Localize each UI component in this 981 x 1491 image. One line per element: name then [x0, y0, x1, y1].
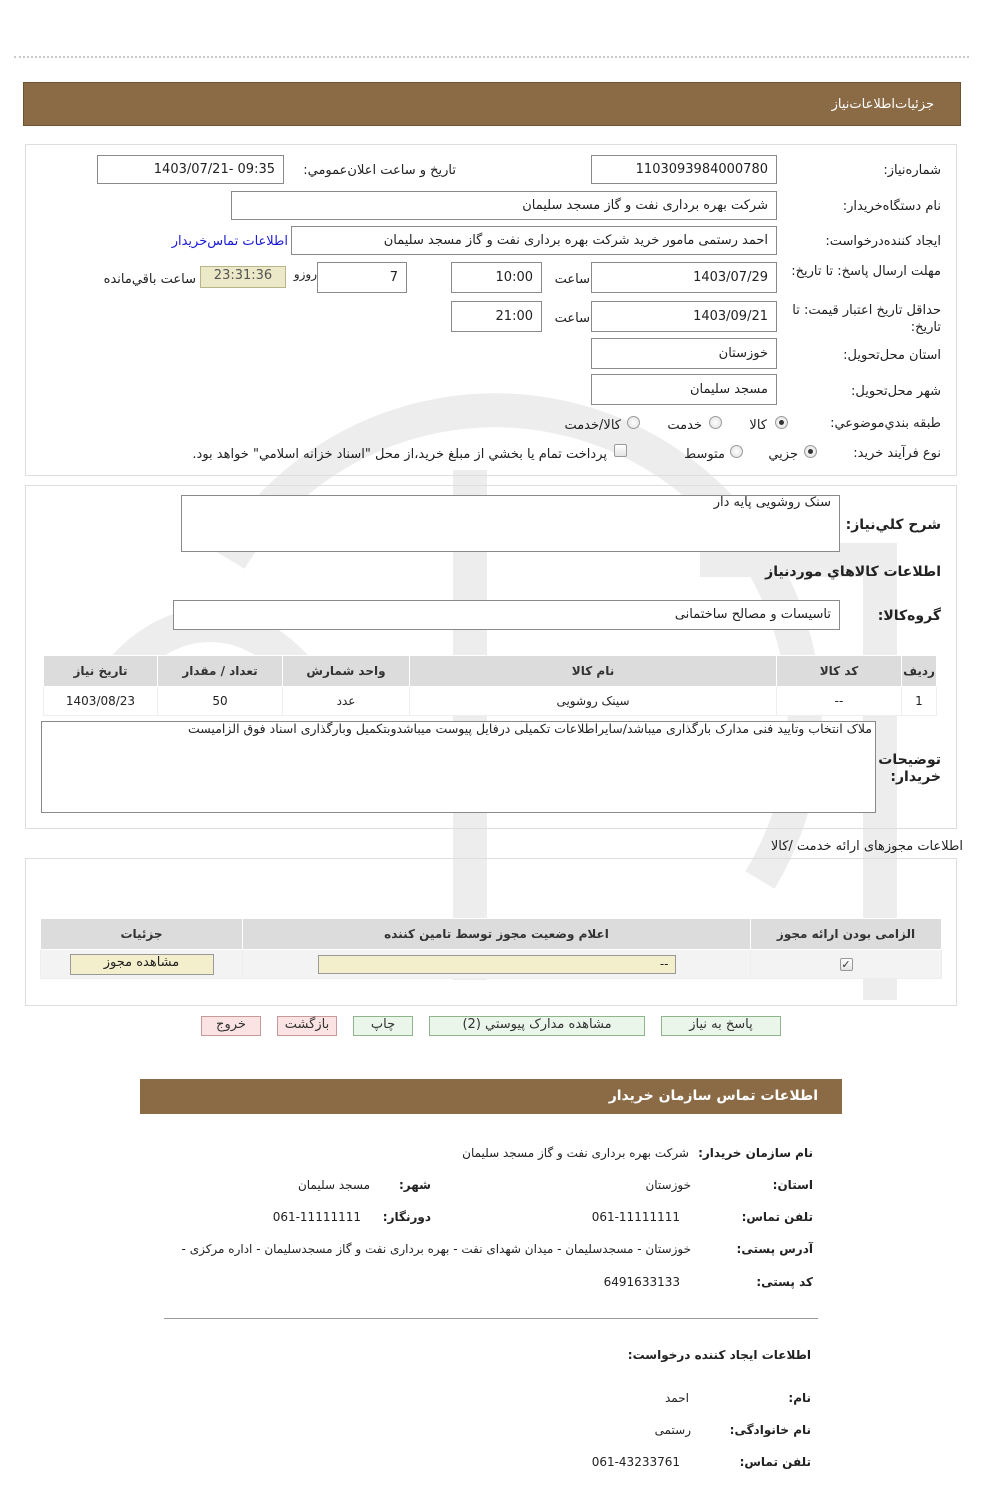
creator-info-title: اطلاعات ایجاد کننده درخواست:	[627, 1348, 811, 1362]
contact-province: خوزستان	[645, 1178, 691, 1192]
contact-org: شرکت بهره برداری نفت و گاز مسجد سلیمان	[462, 1146, 689, 1160]
province-field: خوزستان	[591, 338, 777, 369]
contact-divider	[164, 1318, 818, 1319]
creator-label: ايجاد کننده‌درخواست:	[825, 234, 941, 249]
goods-group-label: گروه‌کالا:	[877, 608, 941, 624]
contact-city: مسجد سلیمان	[297, 1178, 370, 1192]
category-radio-both[interactable]	[627, 416, 640, 429]
col-name: نام کالا	[410, 656, 777, 687]
creator-field: احمد رستمی مامور خرید شرکت بهره برداری نفت و گاز مسجد سلیمان	[291, 226, 777, 255]
validity-date-field: 1403/09/21	[591, 301, 777, 332]
col-date: تاريخ نياز	[44, 656, 158, 687]
buyer-org-field: شرکت بهره برداری نفت و گاز مسجد سلیمان	[231, 191, 777, 220]
permits-table	[40, 918, 942, 979]
col-permit-status: اعلام وضعیت مجوز توسط تامین کننده	[243, 919, 751, 950]
contact-city-label: شهر:	[399, 1178, 431, 1192]
creator-name: احمد	[665, 1391, 689, 1405]
creator-name-label: نام:	[788, 1391, 811, 1405]
permit-status-field: --	[318, 955, 676, 974]
province-label: استان محل‌تحويل:	[843, 348, 941, 363]
days-label: روزو	[293, 267, 317, 281]
details-header-title: جزئیات‌اطلاعات‌نیاز	[831, 97, 934, 112]
deadline-date-field: 1403/07/29	[591, 262, 777, 293]
days-field: 7	[317, 262, 407, 293]
permits-table-header	[41, 919, 942, 950]
permit-required-checkbox: ✓	[841, 958, 851, 971]
cell-qty: 50	[158, 687, 283, 716]
category-radio-goods[interactable]	[775, 416, 788, 429]
back-button[interactable]: بازگشت	[277, 1016, 337, 1036]
purchase-type-label: نوع فرآيند خريد:	[853, 446, 941, 461]
description-label: شرح کلي‌نياز:	[845, 517, 941, 533]
contact-fax-label: دورنگار:	[382, 1210, 431, 1224]
buyer-notes-field: ملاک انتخاب وتایید فنی مدارک بارگذاری میباشد/سایراطلاعات تکمیلی درفایل پیوست میباشدوبتکمیل وبارگذاری اسناد فوق الزامیست	[41, 721, 876, 813]
creator-phone-label: تلفن تماس:	[739, 1455, 811, 1469]
contact-postal: 6491633133	[603, 1275, 680, 1289]
validity-time-label: ساعت	[554, 311, 590, 326]
treasury-note: پرداخت تمام يا بخشي از مبلغ خريد،از محل "اسناد خزانه اسلامي" خواهد بود.	[192, 447, 607, 462]
city-field: مسجد سلیمان	[591, 374, 777, 405]
contact-address-label: آدرس پستی:	[736, 1242, 813, 1256]
reply-button[interactable]: پاسخ به نياز	[661, 1016, 781, 1036]
creator-phone: 061-43233761	[591, 1455, 680, 1469]
details-header	[23, 82, 961, 126]
exit-button[interactable]: خروج	[201, 1016, 261, 1036]
remaining-label: ساعت باقي‌مانده	[103, 272, 196, 287]
category-label: طبقه بندي‌موضوعي:	[830, 416, 941, 431]
category-option-service: خدمت	[667, 418, 702, 433]
creator-family: رستمی	[654, 1423, 691, 1437]
purchase-radio-medium[interactable]	[730, 445, 743, 458]
contact-header-title: اطلاعات تماس سازمان خریدار	[608, 1088, 818, 1104]
purchase-option-minor: جزيي	[768, 447, 798, 462]
col-code: کد کالا	[777, 656, 902, 687]
col-permit-required: الزامی بودن ارائه مجوز	[751, 919, 942, 950]
remaining-timer: 23:31:36	[200, 266, 286, 288]
deadline-time-label: ساعت	[554, 272, 590, 287]
table-row	[44, 687, 937, 716]
cell-name: سینک روشویی	[410, 687, 777, 716]
purchase-option-medium: متوسط	[684, 447, 725, 462]
creator-family-label: نام خانوادگی:	[729, 1423, 811, 1437]
goods-group-field: تاسیسات و مصالح ساختمانی	[173, 600, 840, 630]
announce-label: تاريخ و ساعت اعلان‌عمومي:	[303, 163, 456, 178]
buyer-contact-link[interactable]: اطلاعات تماس‌خریدار	[171, 234, 288, 249]
contact-fax: 061-11111111	[272, 1210, 361, 1224]
announce-field: 1403/07/21- 09:35	[97, 155, 284, 184]
cell-unit: عدد	[283, 687, 410, 716]
validity-label: حداقل تاريخ اعتبار قيمت: تا تاريخ:	[792, 303, 941, 335]
deadline-label: مهلت ارسال پاسخ: تا تاريخ:	[791, 264, 941, 279]
table-row	[41, 950, 942, 979]
col-permit-details: جزئیات	[41, 919, 243, 950]
goods-table-header	[44, 656, 937, 687]
need-number-field: 1103093984000780	[591, 155, 777, 184]
buyer-org-label: نام دستگاه‌خريدار:	[842, 199, 941, 214]
need-number-label: شماره‌نیاز:	[883, 163, 941, 178]
view-permit-button[interactable]: مشاهده مجوز	[70, 954, 214, 975]
buyer-notes-label: توضيحات خريدار:	[878, 752, 941, 785]
cell-code: --	[777, 687, 902, 716]
cell-row: 1	[902, 687, 937, 716]
top-divider	[14, 56, 969, 58]
contact-phone-label: تلفن تماس:	[741, 1210, 813, 1224]
attachments-button[interactable]: مشاهده مدارک پيوستي (2)	[429, 1016, 645, 1036]
category-option-goods: کالا	[749, 418, 767, 433]
cell-date: 1403/08/23	[44, 687, 158, 716]
print-button[interactable]: چاپ	[353, 1016, 413, 1036]
category-radio-service[interactable]	[709, 416, 722, 429]
category-option-both: کالا/خدمت	[564, 418, 621, 433]
contact-phone: 061-11111111	[591, 1210, 680, 1224]
city-label: شهر محل‌تحويل:	[851, 384, 941, 399]
description-field: سنک روشویی پایه دار	[181, 495, 840, 552]
contact-org-label: نام سازمان خریدار:	[698, 1146, 813, 1160]
deadline-time-field: 10:00	[451, 262, 542, 293]
contact-postal-label: کد پستی:	[756, 1275, 813, 1289]
col-row: رديف	[902, 656, 937, 687]
col-qty: تعداد / مقدار	[158, 656, 283, 687]
contact-province-label: استان:	[772, 1178, 813, 1192]
validity-time-field: 21:00	[451, 301, 542, 332]
purchase-radio-minor[interactable]	[804, 445, 817, 458]
goods-info-title: اطلاعات کالاهاي مورد‌نياز	[765, 564, 941, 580]
permits-title: اطلاعات مجوزهای ارائه خدمت /کالا	[770, 839, 963, 854]
contact-address: خوزستان - مسجدسلیمان - میدان شهدای نفت - بهره برداری نفت و گاز مسجدسلیمان - اداره مرکزی -	[181, 1242, 691, 1256]
contact-header	[140, 1079, 842, 1114]
col-unit: واحد شمارش	[283, 656, 410, 687]
treasury-checkbox[interactable]	[614, 444, 627, 457]
goods-table	[43, 655, 937, 716]
